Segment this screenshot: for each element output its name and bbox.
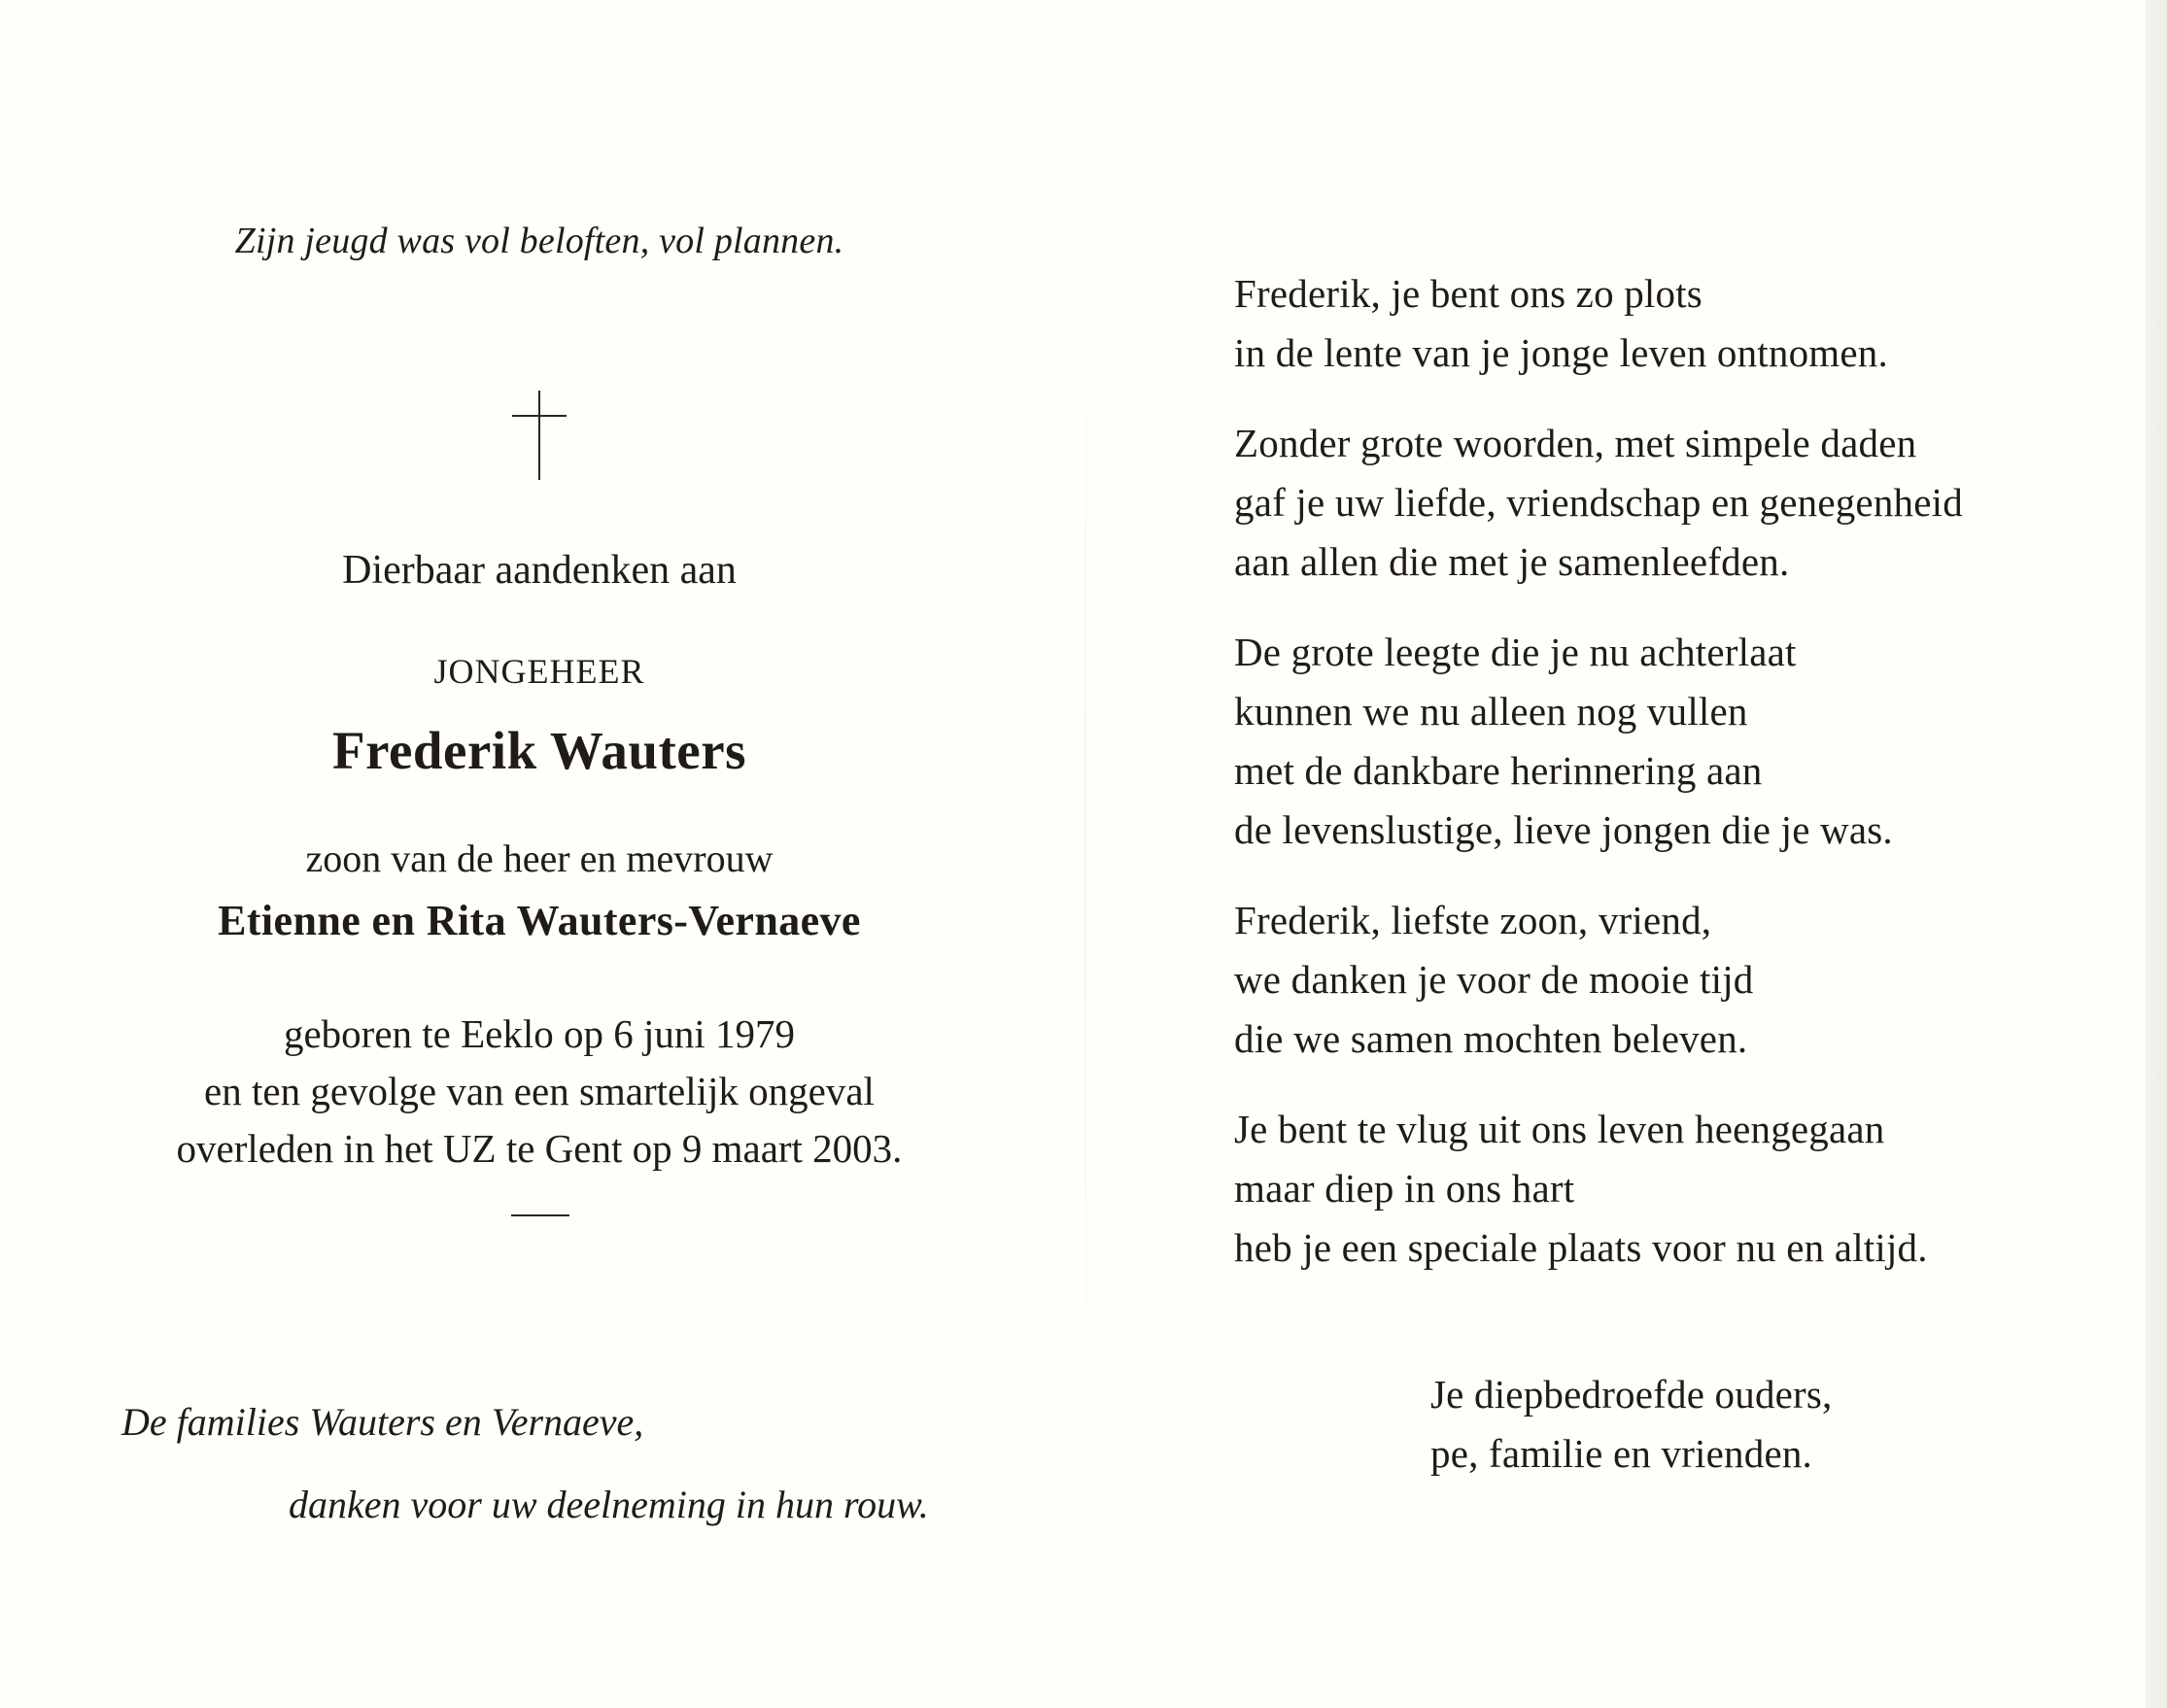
- poem-line: heb je een speciale plaats voor nu en altijd.: [1234, 1225, 1928, 1270]
- poem-line: De grote leegte die je nu achterlaat: [1234, 630, 1797, 674]
- birth-line: geboren te Eeklo op 6 juni 1979: [283, 1011, 796, 1056]
- poem-line: gaf je uw liefde, vriendschap en genegenheid: [1234, 480, 1963, 525]
- poem-line: Zonder grote woorden, met simpele daden: [1234, 421, 1917, 465]
- poem-line: kunnen we nu alleen nog vullen: [1234, 689, 1748, 734]
- deceased-name: Frederik Wauters: [331, 721, 747, 780]
- card-fold: [1084, 58, 1086, 1661]
- poem-line: Je bent te vlug uit ons leven heengegaan: [1234, 1107, 1885, 1151]
- thanks-line-1: De families Wauters en Vernaeve,: [121, 1400, 644, 1444]
- poem-line: die we samen mochten beleven.: [1234, 1016, 1748, 1061]
- poem-stanza: [1234, 623, 2109, 860]
- thanks-line-2: danken voor uw deelneming in hun rouw.: [289, 1483, 929, 1526]
- poem-line: de levenslustige, lieve jongen die je was.: [1234, 807, 1893, 852]
- honorific-title: JONGEHEER: [433, 652, 645, 691]
- poem-stanza: [1234, 891, 2109, 1069]
- card-edge: [2146, 0, 2167, 1708]
- left-panel: [58, 0, 1020, 1708]
- latin-cross-icon: [512, 391, 567, 480]
- divider: [511, 1214, 569, 1216]
- poem-stanza: [1234, 264, 2109, 383]
- signature-line: pe, familie en vrienden.: [1430, 1431, 1812, 1476]
- signature: [1430, 1365, 2013, 1484]
- poem-line: Frederik, je bent ons zo plots: [1234, 271, 1703, 316]
- poem-stanza: [1234, 414, 2109, 592]
- intro-text: Dierbaar aandenken aan: [342, 548, 737, 593]
- parents-names: Etienne en Rita Wauters-Vernaeve: [218, 897, 861, 944]
- right-panel: [1205, 0, 2109, 1708]
- poem-line: met de dankbare herinnering aan: [1234, 748, 1763, 793]
- poem-line: aan allen die met je samenleefden.: [1234, 539, 1790, 584]
- poem-line: Frederik, liefste zoon, vriend,: [1234, 898, 1712, 942]
- relation-text: zoon van de heer en mevrouw: [305, 837, 774, 880]
- poem: [1234, 264, 2109, 1309]
- poem-line: maar diep in ons hart: [1234, 1166, 1575, 1211]
- motto: Zijn jeugd was vol beloften, vol plannen.: [234, 221, 844, 261]
- poem-line: in de lente van je jonge leven ontnomen.: [1234, 330, 1888, 375]
- signature-line: Je diepbedroefde ouders,: [1430, 1372, 1833, 1417]
- death-line: overleden in het UZ te Gent op 9 maart 2003.: [176, 1126, 903, 1171]
- poem-stanza: [1234, 1100, 2109, 1278]
- cause-line: en ten gevolge van een smartelijk ongeval: [204, 1069, 875, 1113]
- poem-line: we danken je voor de mooie tijd: [1234, 957, 1754, 1002]
